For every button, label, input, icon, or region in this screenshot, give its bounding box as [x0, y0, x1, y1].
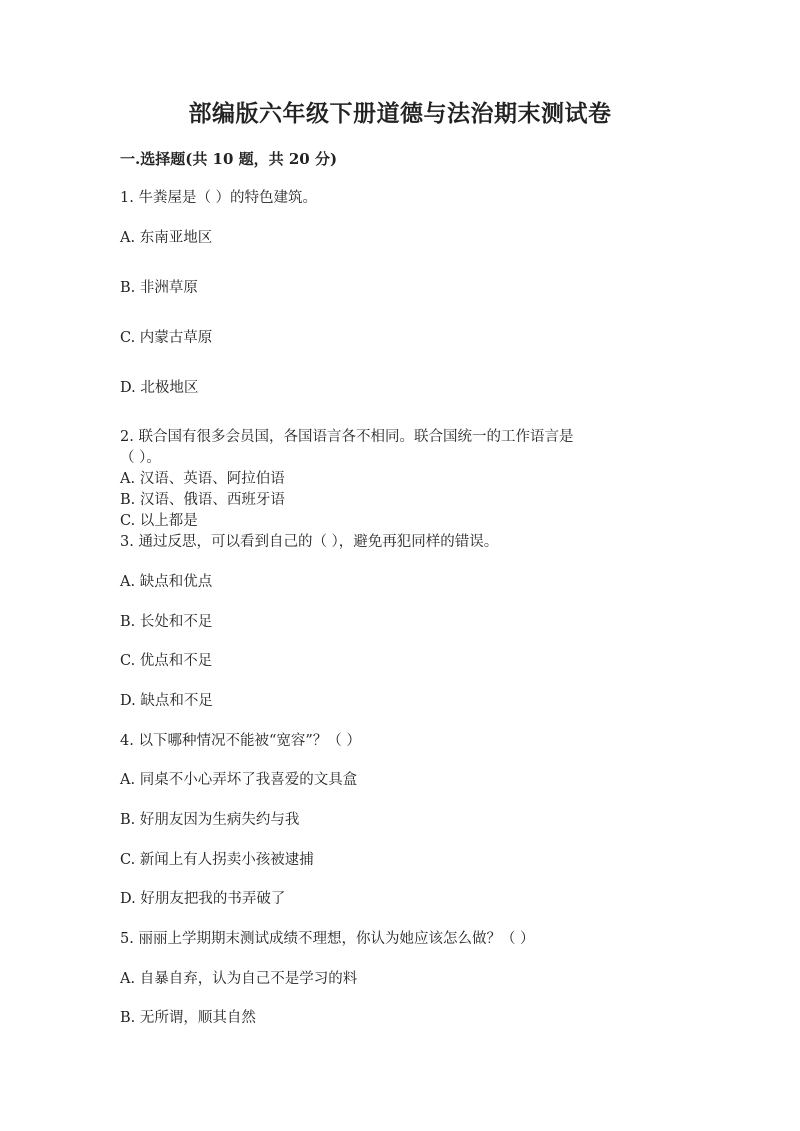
- question-4-option-d: D. 好朋友把我的书弄破了: [120, 891, 286, 907]
- question-1-option-d: D. 北极地区: [120, 380, 199, 396]
- question-5-option-a: A. 自暴自弃，认为自己不是学习的料: [120, 971, 358, 987]
- question-2-option-c: C. 以上都是: [120, 513, 198, 529]
- page-title: 部编版六年级下册道德与法治期末测试卷: [188, 100, 612, 127]
- question-2-stem-continued: （ ）。: [120, 450, 161, 466]
- question-2-option-b: B. 汉语、俄语、西班牙语: [120, 492, 285, 508]
- question-1-option-a: A. 东南亚地区: [120, 230, 213, 246]
- question-1-option-c: C. 内蒙古草原: [120, 330, 213, 346]
- question-4-option-b: B. 好朋友因为生病失约与我: [120, 812, 300, 828]
- question-5-stem: 5. 丽丽上学期期末测试成绩不理想，你认为她应该怎么做？（ ）: [120, 931, 535, 947]
- question-3-stem: 3. 通过反思，可以看到自己的（ ），避免再犯同样的错误。: [120, 534, 499, 550]
- question-3-option-d: D. 缺点和不足: [120, 693, 213, 709]
- question-1-option-b: B. 非洲草原: [120, 280, 198, 296]
- question-4-stem: 4. 以下哪种情况不能被“宽容”？（ ）: [120, 733, 361, 749]
- question-2-option-a: A. 汉语、英语、阿拉伯语: [120, 471, 285, 487]
- question-4-option-a: A. 同桌不小心弄坏了我喜爱的文具盒: [120, 772, 358, 788]
- question-1-stem: 1. 牛粪屋是（ ）的特色建筑。: [120, 190, 318, 206]
- question-5-option-b: B. 无所谓，顺其自然: [120, 1010, 256, 1026]
- section-heading: 一.选择题(共 10 题，共 20 分): [120, 150, 338, 168]
- question-3-option-b: B. 长处和不足: [120, 614, 213, 630]
- question-3-option-a: A. 缺点和优点: [120, 574, 213, 590]
- question-2-stem: 2. 联合国有很多会员国，各国语言各不相同。联合国统一的工作语言是: [120, 429, 574, 445]
- question-4-option-c: C. 新闻上有人拐卖小孩被逮捕: [120, 852, 314, 868]
- question-3-option-c: C. 优点和不足: [120, 653, 213, 669]
